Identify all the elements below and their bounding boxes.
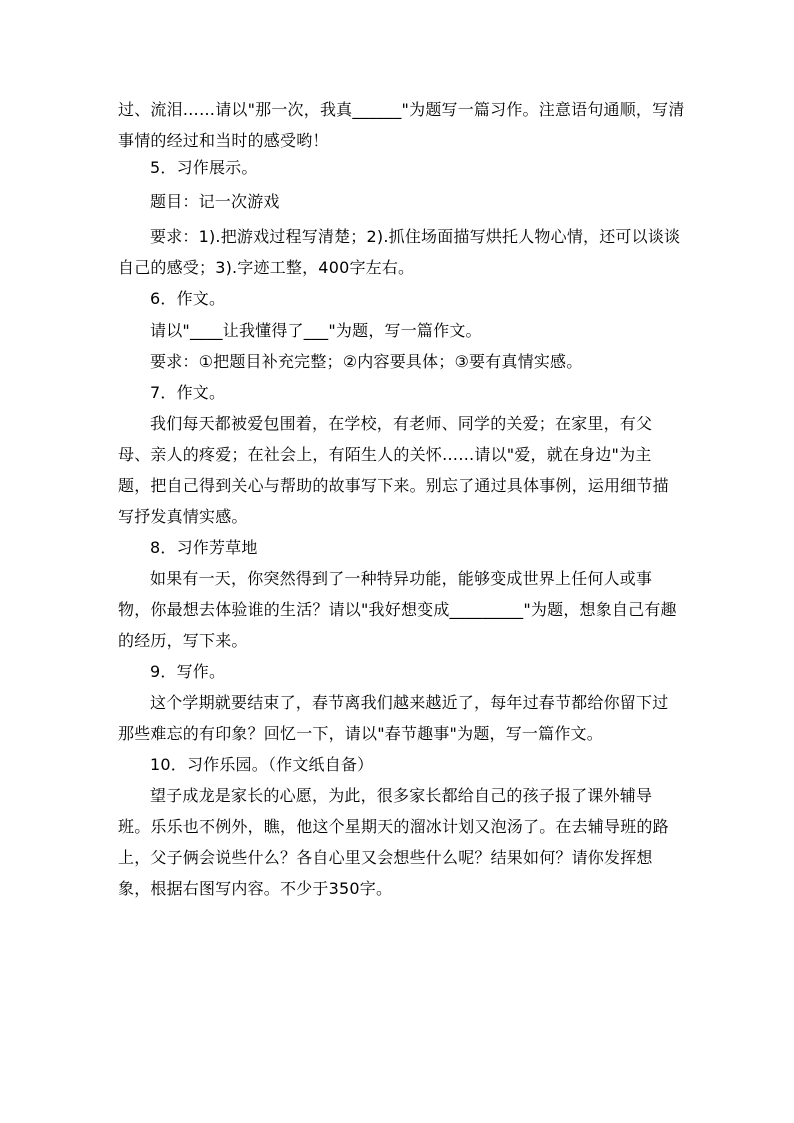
text-line: 上，父子俩会说些什么？各自心里又会想些什么呢？结果如何？请你发挥想 xyxy=(118,848,653,867)
question-heading: 5．习作展示。 xyxy=(150,158,258,177)
text-line: 望子成龙是家长的心愿，为此，很多家长都给自己的孩子报了课外辅导 xyxy=(150,786,653,805)
text-line: 母、亲人的疼爱；在社会上，有陌生人的关怀……请以"爱，就在身边"为主 xyxy=(118,445,652,464)
text-line: 过、流泪……请以"那一次，我真______"为题写一篇习作。注意语句通顺，写清 xyxy=(118,100,685,119)
text-line: 班。乐乐也不例外，瞧，他这个星期天的溜冰计划又泡汤了。在去辅导班的路 xyxy=(118,817,669,836)
text-line: 事情的经过和当时的感受哟！ xyxy=(118,131,329,150)
question-heading: 8．习作芳草地 xyxy=(150,538,258,557)
text-line: 物，你最想去体验谁的生活？请以"我好想变成_________"为题，想象自己有趣 xyxy=(118,600,677,619)
text-line: 题，把自己得到关心与帮助的故事写下来。别忘了通过具体事例，运用细节描 xyxy=(118,476,669,495)
text-line: 如果有一天，你突然得到了一种特异功能，能够变成世界上任何人或事 xyxy=(150,569,653,588)
text-line: 象，根据右图写内容。不少于350字。 xyxy=(118,879,393,898)
text-line: 请以"____让我懂得了___"为题，写一篇作文。 xyxy=(150,321,482,340)
text-line: 自己的感受；3).字迹工整，400字左右。 xyxy=(118,258,415,277)
text-line: 写抒发真情实感。 xyxy=(118,507,248,526)
text-line: 这个学期就要结束了，春节离我们越来越近了，每年过春节都给你留下过 xyxy=(150,693,669,712)
text-line: 那些难忘的有印象？回忆一下，请以"春节趣事"为题，写一篇作文。 xyxy=(118,724,603,743)
text-line: 的经历，写下来。 xyxy=(118,631,248,650)
question-heading: 7．作文。 xyxy=(150,383,226,402)
question-heading: 6．作文。 xyxy=(150,289,226,308)
text-line: 要求：①把题目补充完整；②内容要具体；③要有真情实感。 xyxy=(150,352,583,371)
text-line: 我们每天都被爱包围着，在学校，有老师、同学的关爱；在家里，有父 xyxy=(150,414,653,433)
question-heading: 10．习作乐园。（作文纸自备） xyxy=(150,755,374,774)
text-line: 要求：1).把游戏过程写清楚；2).抓住场面描写烘托人物心情，还可以谈谈 xyxy=(150,227,681,246)
question-heading: 9．写作。 xyxy=(150,662,226,681)
text-line: 题目：记一次游戏 xyxy=(150,192,280,211)
